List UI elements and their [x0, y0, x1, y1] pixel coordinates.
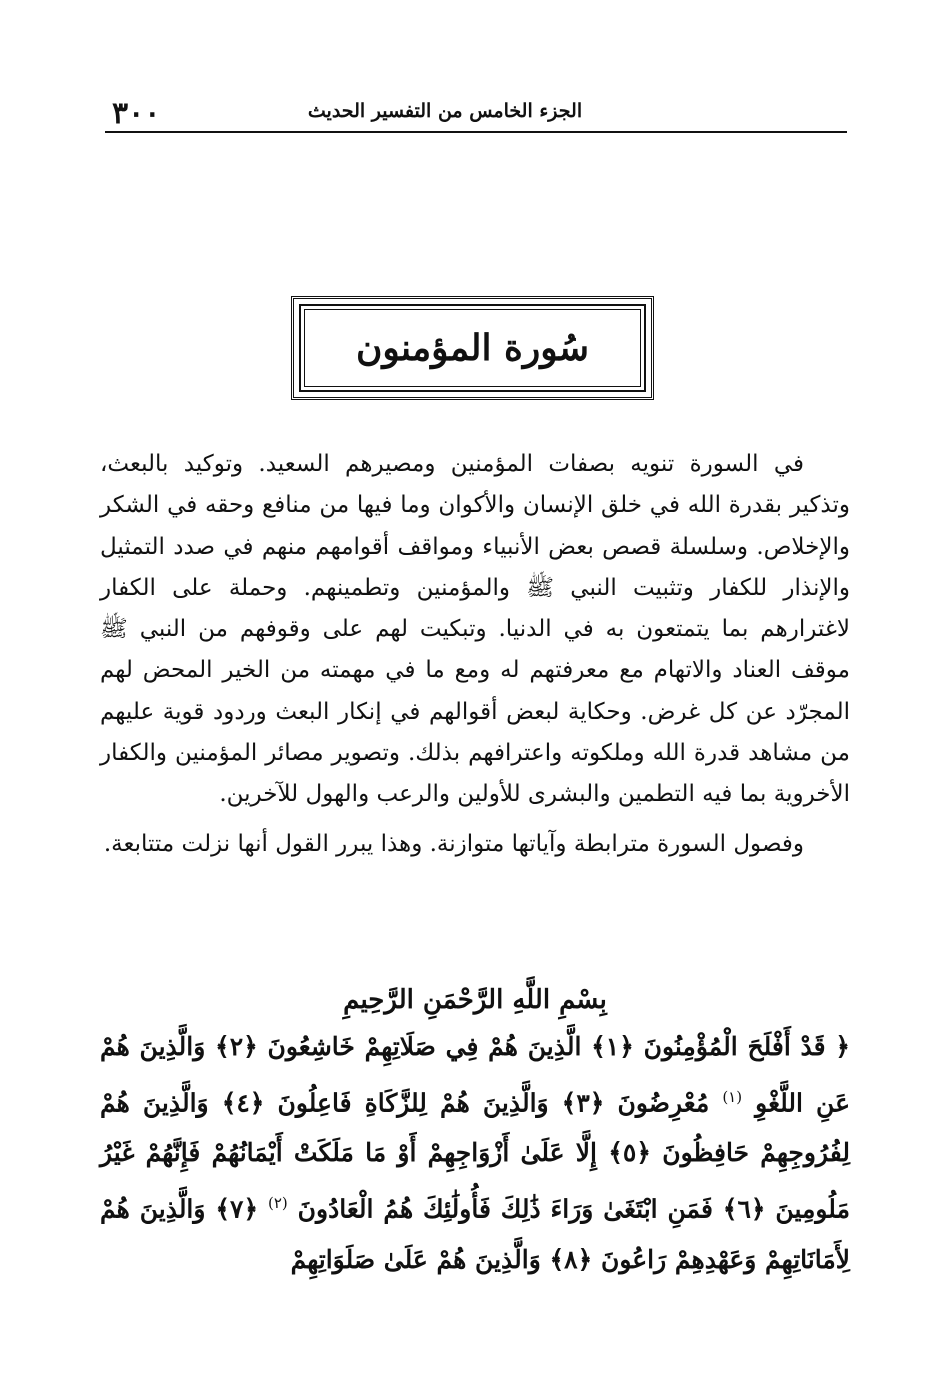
surah-title: سُورة المؤمنون: [355, 327, 590, 369]
page-number: ٣٠٠: [112, 96, 161, 131]
header-rule: [105, 131, 847, 133]
footnote-marker: (٢): [267, 1194, 288, 1213]
quran-verses: [100, 1022, 850, 1285]
surah-introduction: [100, 444, 850, 865]
running-title: الجزء الخامس من التفسير الحديث: [307, 100, 583, 122]
footnote-marker: (١): [722, 1088, 743, 1106]
intro-paragraph: وفصول السورة مترابطة وآياتها متوازنة. وهذا يبرر القول أنها نزلت متتابعة.: [103, 830, 804, 857]
verses-part: ﴿٧﴾ وَالَّذِينَ هُمْ لِأَمَانَاتِهِمْ وَعَهْدِهِمْ رَاعُونَ ﴿٨﴾ وَالَّذِينَ هُمْ عَلَىٰ صَلَوَاتِهِمْ: [100, 1194, 850, 1274]
surah-title-inner-frame: [299, 304, 646, 392]
surah-title-frame: [291, 296, 654, 400]
verses-part: مُعْرِضُونَ ﴿٣﴾ وَالَّذِينَ هُمْ لِلزَّكَاةِ فَاعِلُونَ ﴿٤﴾ وَالَّذِينَ هُمْ لِفُرُوجِهِمْ حَافِظُونَ ﴿٥﴾ إِلَّا عَلَىٰ أَزْوَاجِهِمْ أَوْ مَا مَلَكَتْ أَيْمَانُهُمْ فَإِنَّهُمْ غَيْرُ مَلُومِينَ ﴿٦﴾ فَمَنِ ابْتَغَىٰ وَرَاءَ ذَٰلِكَ فَأُولَٰئِكَ هُمُ الْعَادُونَ: [100, 1088, 850, 1224]
basmala: بِسْمِ اللَّهِ الرَّحْمَنِ الرَّحِيمِ: [343, 985, 607, 1015]
intro-paragraph: في السورة تنويه بصفات المؤمنين ومصيرهم السعيد. وتوكيد بالبعث، وتذكير بقدرة الله في خلق الإنسان والأكوان وما فيها من منافع وحقه في الشكر والإخلاص. وسلسلة قصص بعض الأنبياء ومواقف أقوامهم منهم في صدد التمثيل والإنذار للكفار وتثبيت النبي ﷺ والمؤمنين وتطمينهم. وحملة على الكفار لاغترارهم بما يتمتعون به في الدنيا. وتبكيت لهم على وقوفهم من النبي ﷺ موقف العناد والاتهام مع معرفتهم له ومع ما في مهمته من الخير المحض لهم المجرّد عن كل غرض. وحكاية لبعض أقوالهم في إنكار البعث وردود قوية عليهم من مشاهد قدرة الله وملكوته واعترافهم بذلك. وتصوير مصائر المؤمنين والكفار الأخروية بما فيه التطمين والبشرى للأولين والرعب والهول للآخرين.: [100, 451, 850, 808]
verses-text: [100, 1022, 850, 1285]
verses-part: ﴿ قَدْ أَفْلَحَ الْمُؤْمِنُونَ ﴿١﴾ الَّذِينَ هُمْ فِي صَلَاتِهِمْ خَاشِعُونَ ﴿٢﴾ وَالَّذِينَ هُمْ عَنِ اللَّغْوِ: [100, 1032, 851, 1118]
